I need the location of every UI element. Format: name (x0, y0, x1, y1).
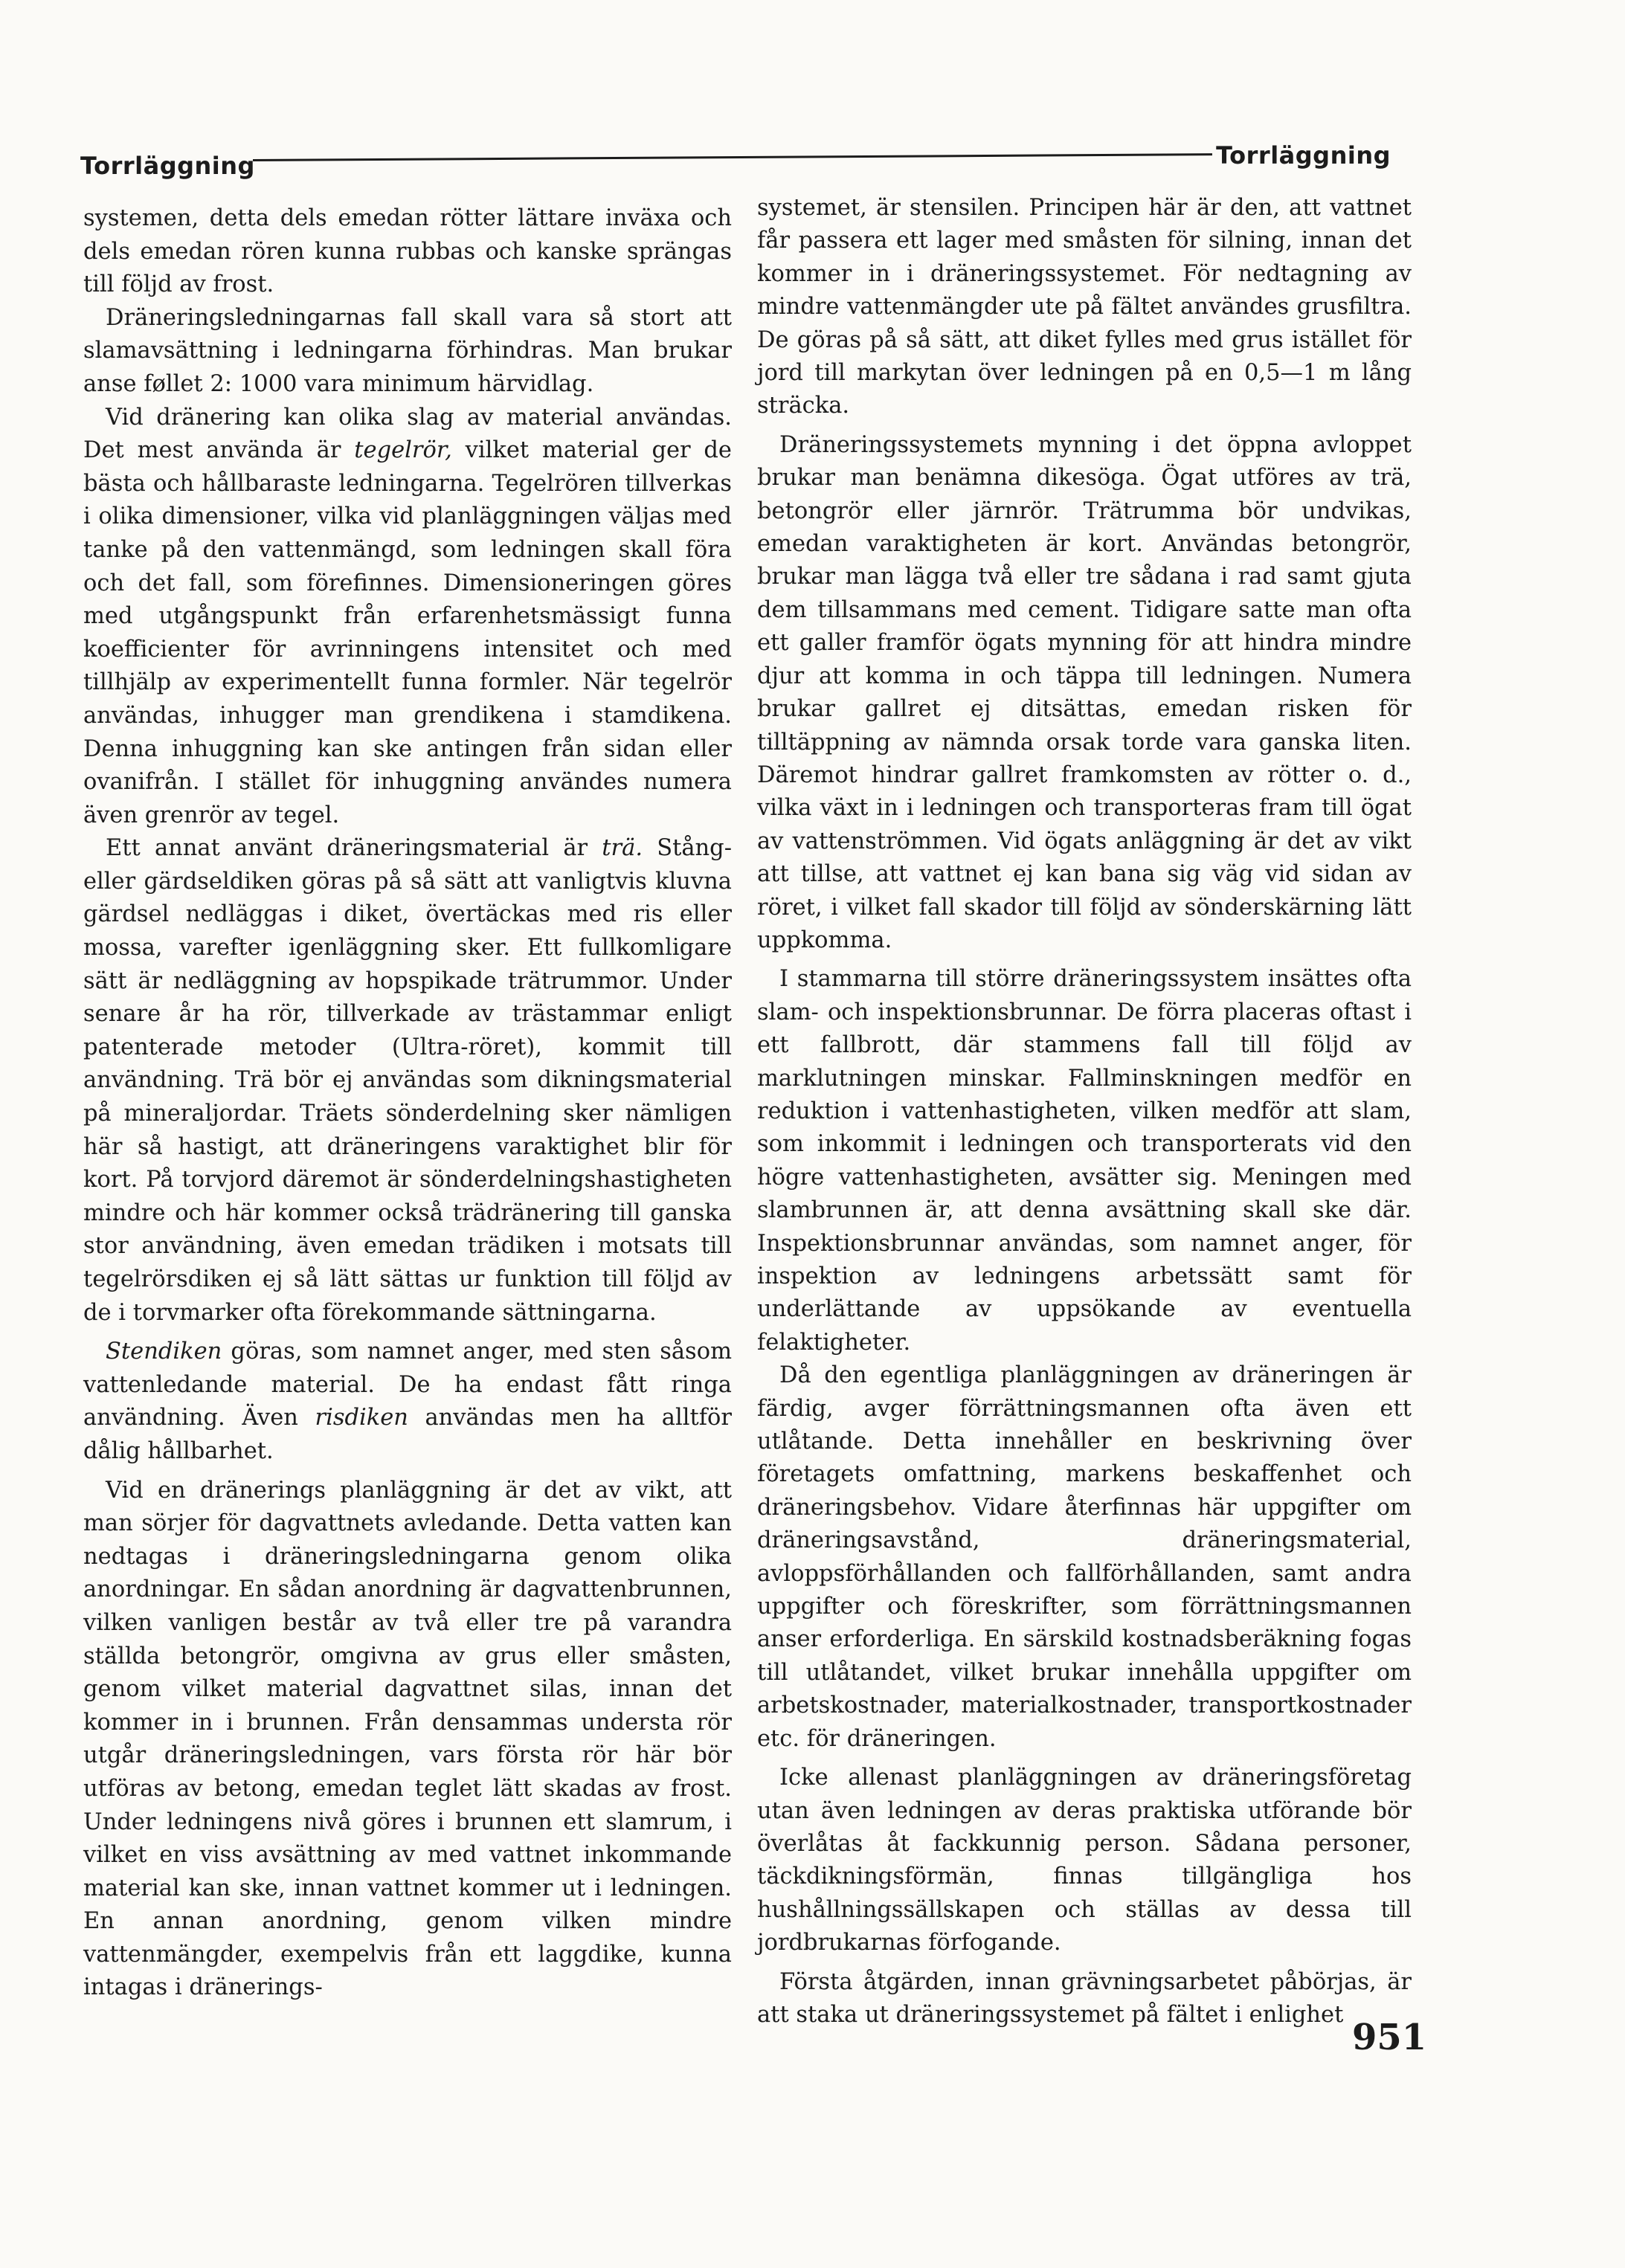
header-rule (253, 153, 1212, 161)
paragraph: Första åtgärden, innan grävningsarbetet påbörjas, är att staka ut dräneringssystemet på fältet i enlighet (757, 1968, 1412, 2028)
emphasis: Stendiken (106, 1338, 222, 1365)
header-left-title: Torrläggning (80, 152, 255, 180)
paragraph: I stammarna till större dräneringssystem insättes ofta slam- och inspektionsbrunnar. De förra placeras oftast i ett fallbrott, där stammens fall till följd av marklutningen minskar. Fallminskningen medför en reduktion i vattenhastigheten, vilken medför att slam, som inkommit i ledningen och transporterats vid den högre vattenhastigheten, avsätter sig. Meningen med slambrunnen är, att denna avsättning skall ske där. Inspektionsbrunnar användas, som namnet anger, för inspektion av ledningens arbetssätt samt för underlättande av uppsökande av eventuella felaktigheter. (757, 966, 1412, 1356)
left-column (83, 202, 732, 2005)
emphasis: tegelrör, (354, 437, 452, 464)
header-right-title: Torrläggning (1216, 141, 1391, 170)
emphasis: trä. (602, 835, 643, 862)
emphasis: risdiken (315, 1405, 408, 1431)
page-number: 951 (1352, 2017, 1427, 2058)
right-column (757, 192, 1412, 2032)
paragraph: Ett annat använt dräneringsmaterial är trä. Stång- eller gärdseldiken göras på så sätt att vanligtvis kluvna gärdsel nedläggas i diket, övertäckas med ris eller mossa, varefter igenläggning sker. Ett fullkomligare sätt är nedläggning av hopspikade trätrummor. Under senare år ha rör, tillverkade av trästammar enligt patenterade metoder (Ultra-röret), kommit till användning. Trä bör ej användas som dikningsmaterial på mineraljordar. Träets sönderdelning sker nämligen här så hastigt, att dräneringens varaktighet blir för kort. På torvjord däremot är sönderdelningshastigheten mindre och här kommer också trädränering till ganska stor användning, även emedan trädiken i motsats till tegelrörsdiken ej så lätt sättas ur funktion till följd av de i torvmarker ofta förekommande sättningarna. (83, 835, 732, 1326)
running-header (80, 141, 1391, 186)
paragraph: systemet, är stensilen. Principen här är den, att vattnet får passera ett lager med småsten för silning, innan det kommer in i dräneringssystemet. För nedtagning av mindre vattenmängder ute på fältet användes grusfiltra. De göras på så sätt, att diket fylles med grus istället för jord till markytan över ledningen på en 0,5—1 m lång sträcka. (757, 195, 1412, 419)
paragraph: Vid dränering kan olika slag av material användas. Det mest använda är tegelrör, vilket material ger de bästa och hållbaraste ledningarna. Tegelrören tillverkas i olika dimensioner, vilka vid planläggningen väljas med tanke på den vattenmängd, som ledningen skall föra och det fall, som förefinnes. Dimensioneringen göres med utgångspunkt från erfarenhetsmässigt funna koefficienter för avrinningens intensitet och med tillhjälp av experimentellt funna formler. När tegelrör användas, inhugger man grendikena i stamdikena. Denna inhuggning kan ske antingen från sidan eller ovanifrån. I stället för inhuggning användes numera även grenrör av tegel. (83, 404, 732, 828)
paragraph: Dräneringsledningarnas fall skall vara så stort att slamavsättning i ledningarna förhindras. Man brukar anse føllet 2: 1000 vara minimum härvidlag. (83, 304, 732, 397)
paragraph: Vid en dränerings planläggning är det av vikt, att man sörjer för dagvattnets avledande. Detta vatten kan nedtagas i dräneringsledningarna genom olika anordningar. En sådan anordning är dagvattenbrunnen, vilken vanligen består av två eller tre på varandra ställda betongrör, omgivna av grus eller småsten, genom vilket material dagvattnet silas, innan det kommer in i brunnen. Från densammas understa rör utgår dräneringsledningen, vars första rör här bör utföras av betong, emedan teglet lätt skadas av frost. Under ledningens nivå göres i brunnen ett slamrum, i vilket en viss avsättning av med vattnet inkommande material kan ske, innan vattnet kommer ut i ledningen. En annan anordning, genom vilken mindre vattenmängder, exempelvis från ett laggdike, kunna intagas i dränerings- (83, 1477, 732, 2001)
paragraph: systemen, detta dels emedan rötter lättare inväxa och dels emedan rören kunna rubbas och kanske sprängas till följd av frost. (83, 205, 732, 298)
paragraph: Icke allenast planläggningen av dräneringsföretag utan även ledningen av deras praktiska utförande bör överlåtas åt fackkunnig person. Sådana personer, täckdikningsförmän, finnas tillgängliga hos hushållningssällskapen och ställas av dessa till jordbrukarnas förfogande. (757, 1765, 1412, 1956)
paragraph: Dräneringssystemets mynning i det öppna avloppet brukar man benämna dikesöga. Ögat utföres av trä, betongrör eller järnrör. Trätrumma bör undvikas, emedan varaktigheten är kort. Användas betongrör, brukar man lägga två eller tre sådana i rad samt gjuta dem tillsammans med cement. Tidigare satte man ofta ett galler framför ögats mynning för att hindra mindre djur att komma in och täppa till ledningen. Numera brukar gallret ej ditsättas, emedan risken för tilltäppning av nämnda orsak torde vara ganska liten. Däremot hindrar gallret framkomsten av rötter o. d., vilka växt in i ledningen och transporteras fram till ögat av vattenströmmen. Vid ögats anläggning är det av vikt att tillse, att vattnet ej kan bana sig väg vid sidan av röret, i vilket fall skador till följd av sönderskärning lätt uppkomma. (757, 431, 1412, 953)
paragraph: Stendiken göras, som namnet anger, med sten såsom vattenledande material. De ha endast fått ringa användning. Även risdiken användas men ha alltför dålig hållbarhet. (83, 1338, 732, 1464)
paragraph: Då den egentliga planläggningen av dräneringen är färdig, avger förrättningsmannen ofta även ett utlåtande. Detta innehåller en beskrivning över företagets omfattning, markens beskaffenhet och dräneringsbehov. Vidare återfinnas här uppgifter om dräneringsavstånd, dräneringsmaterial, avloppsförhållanden och fallförhållanden, samt andra uppgifter och föreskrifter, som förrättningsmannen anser erforderliga. En särskild kostnadsberäkning fogas till utlåtandet, vilket brukar innehålla uppgifter om arbetskostnader, materialkostnader, transportkostnader etc. för dräneringen. (757, 1362, 1412, 1752)
